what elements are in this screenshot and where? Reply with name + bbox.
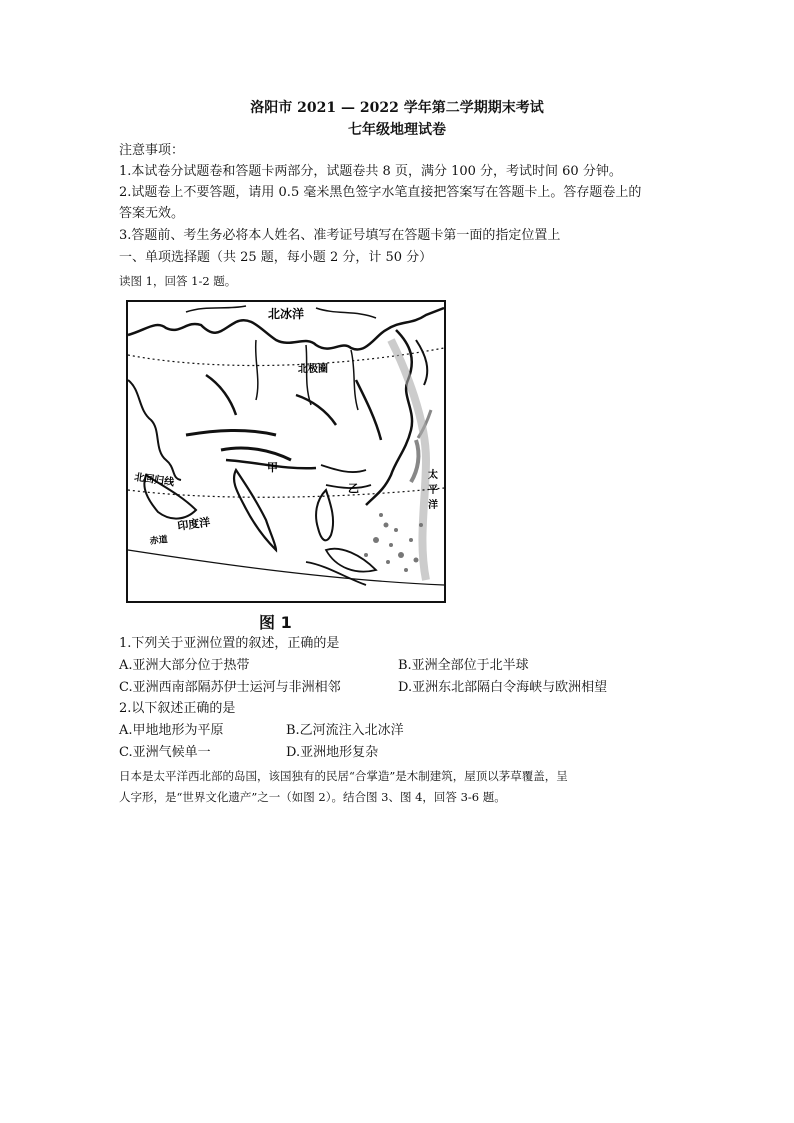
question-option: C.亚洲西南部隔苏伊士运河与非洲相邻 (119, 680, 341, 695)
label-indian-ocean: 印度洋 (176, 515, 212, 533)
passage-line: 人字形，是“世界文化遗产”之一（如图 2）。结合图 3、图 4，回答 3-6 题。 (119, 790, 506, 804)
label-pacific-3: 洋 (428, 500, 438, 511)
asia-map (126, 300, 446, 603)
exam-subtitle: 七年级地理试卷 (348, 122, 446, 138)
figure-caption: 图 1 (259, 613, 292, 632)
note-item: 答案无效。 (119, 206, 185, 221)
question-option: C.亚洲气候单一 (119, 745, 211, 760)
label-arctic-circle: 北极圈 (298, 364, 328, 375)
question-option: D.亚洲地形复杂 (286, 745, 379, 760)
label-yi: 乙 (348, 482, 359, 495)
note-item: 2.试题卷上不要答题，请用 0.5 毫米黑色签字水笔直接把答案写在答题卡上。答存题卷上的 (119, 185, 642, 200)
label-arctic-ocean: 北冰洋 (268, 307, 305, 321)
question-option: A.亚洲大部分位于热带 (119, 658, 250, 673)
note-item: 1.本试卷分试题卷和答题卡两部分，试题卷共 8 页，满分 100 分，考试时间 60 分钟。 (119, 164, 622, 179)
label-pacific-2: 平 (428, 485, 438, 496)
exam-title: 洛阳市 2021 — 2022 学年第二学期期末考试 (250, 100, 544, 116)
question-stem: 2.以下叙述正确的是 (119, 701, 236, 716)
question-stem: 1.下列关于亚洲位置的叙述，正确的是 (119, 636, 340, 651)
section-intro: 读图 1，回答 1-2 题。 (119, 274, 237, 288)
section-heading: 一、单项选择题（共 25 题，每小题 2 分，计 50 分） (119, 250, 433, 265)
label-equator: 赤道 (149, 535, 169, 547)
label-jia: 甲 (267, 461, 278, 474)
label-tropic-of-cancer: 北回归线 (133, 472, 175, 489)
question-option: B.亚洲全部位于北半球 (398, 658, 529, 673)
question-option: B.乙河流注入北冰洋 (286, 723, 404, 738)
passage-line: 日本是太平洋西北部的岛国，该国独有的民居“合掌造”是木制建筑，屋顶以茅草覆盖，呈 (119, 769, 568, 783)
question-option: D.亚洲东北部隔白令海峡与欧洲相望 (398, 680, 608, 695)
question-option: A.甲地地形为平原 (119, 723, 224, 738)
note-item: 3.答题前、考生务必将本人姓名、准考证号填写在答题卡第一面的指定位置上 (119, 228, 561, 243)
notes-heading: 注意事项： (119, 143, 185, 158)
label-pacific-1: 太 (428, 470, 438, 481)
